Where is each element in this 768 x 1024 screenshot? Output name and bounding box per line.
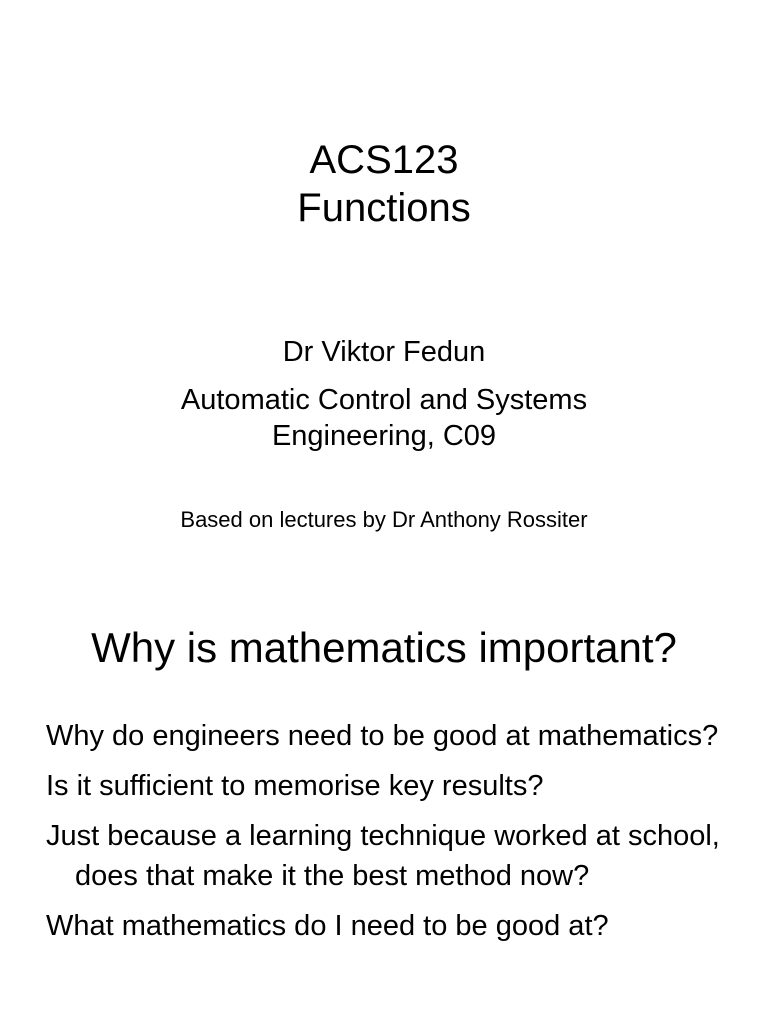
bullet-item: Just because a learning technique worked at school, does that make it the best method now? <box>46 820 720 892</box>
slide-title <box>0 136 768 232</box>
credit-note: Based on lectures by Dr Anthony Rossiter <box>180 507 588 532</box>
bullet-item: Why do engineers need to be good at mathematics? <box>46 720 719 752</box>
slide-heading: Why is mathematics important? <box>91 624 677 671</box>
lecture-topic: Functions <box>297 186 471 230</box>
bullet-item: Is it sufficient to memorise key results? <box>46 770 544 802</box>
department-line-2: Engineering, C09 <box>271 420 497 452</box>
department-line-1: Automatic Control and Systems <box>180 384 588 416</box>
bullet-item: What mathematics do I need to be good at? <box>46 910 609 942</box>
author-name: Dr Viktor Fedun <box>282 336 486 368</box>
bullet-list <box>46 716 746 956</box>
content-slide <box>0 576 768 1024</box>
course-code: ACS123 <box>309 138 459 182</box>
author-block <box>0 334 768 454</box>
